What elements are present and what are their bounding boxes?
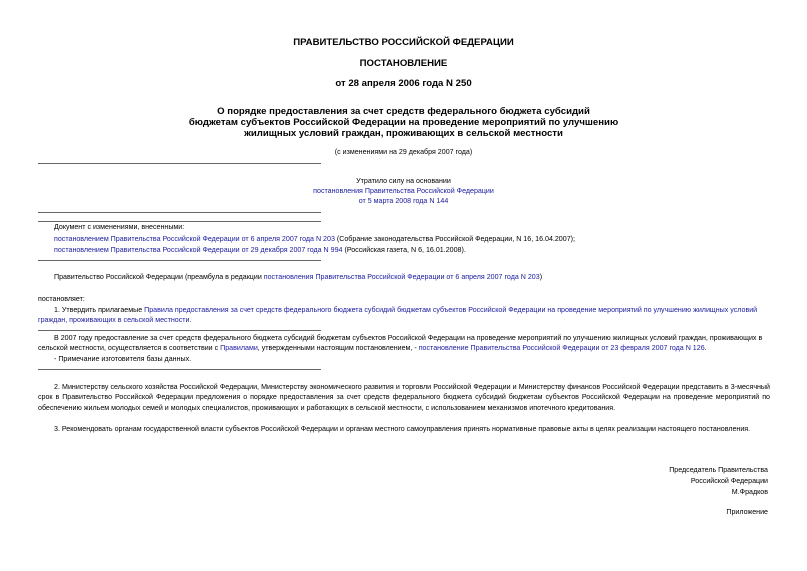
- paragraph-2007-end: .: [704, 344, 707, 353]
- date-number: от 28 апреля 2006 года N 250: [335, 78, 472, 89]
- changes-item-2-link[interactable]: постановлением Правительства Российской Федерации от 29 декабря 2007 года N 994: [54, 246, 343, 254]
- paragraph-1-end: .: [189, 316, 192, 325]
- changes-item-2: [54, 245, 466, 255]
- government-heading: ПРАВИТЕЛЬСТВО РОССИЙСКОЙ ФЕДЕРАЦИИ: [293, 37, 514, 48]
- paragraph-3: 3. Рекомендовать органам государственной власти субъектов Российской Федерации и органам местного самоуправления принять нормативные правовые акты в целях реализации настоящего постановления.: [54, 425, 751, 433]
- divider: [38, 163, 321, 164]
- title-line-2: бюджетам субъектов Российской Федерации на проведение мероприятий по улучшению: [188, 117, 619, 128]
- changes-intro: Документ с изменениями, внесенными:: [54, 223, 185, 231]
- lost-force-text: Утратило силу на основании: [356, 177, 451, 185]
- signature-title-2: Российской Федерации: [690, 477, 768, 485]
- divider: [38, 212, 321, 213]
- rules-link-2[interactable]: Правилами: [220, 344, 258, 353]
- divider: [38, 369, 321, 370]
- lost-force-link[interactable]: [0, 186, 807, 196]
- paragraph-1-start: 1. Утвердить прилагаемые: [54, 306, 145, 314]
- lost-force-link-line1[interactable]: постановления Правительства Российской Федерации: [313, 187, 494, 195]
- lost-force-link-line2[interactable]: от 5 марта 2008 года N 144: [358, 197, 449, 205]
- rules-link[interactable]: Правила предоставления за счет средств федерального бюджета субсидий бюджетам субъектов Российской Федерации на проведение мероприятий по улучшению жилищных условий граждан, проживающих в сельской местности: [38, 306, 758, 325]
- title-line-3: жилищных условий граждан, проживающих в сельской местности: [244, 128, 563, 139]
- document-type: ПОСТАНОВЛЕНИЕ: [359, 58, 448, 69]
- resolves-text: постановляет:: [38, 295, 85, 303]
- signature-block: [468, 465, 768, 498]
- paragraph-2007-text: В 2007 году предоставление за счет средств федерального бюджета субсидий бюджетам субъектов Российской Федерации на проведение мероприятий по улучшению жилищных условий граждан, проживающих в сельской местности, осуществляется в соответствии с: [38, 334, 763, 353]
- appendix-label: Приложение: [726, 508, 768, 516]
- lost-force-link-2[interactable]: [0, 196, 807, 206]
- paragraph-1: [38, 305, 770, 326]
- preamble: [54, 272, 542, 282]
- signature-name: М.Фрадков: [731, 488, 768, 496]
- divider: [38, 330, 321, 331]
- preamble-link[interactable]: постановления Правительства Российской Федерации от 6 апреля 2007 года N 203: [263, 273, 540, 281]
- db-note: - Примечание изготовителя базы данных.: [54, 355, 192, 363]
- signature-title-1: Председатель Правительства: [669, 466, 768, 474]
- decree-126-link[interactable]: постановление Правительства Российской Федерации от 23 февраля 2007 года N 126: [418, 344, 705, 353]
- changes-item-1-link[interactable]: постановлением Правительства Российской Федерации от 6 апреля 2007 года N 203: [54, 235, 335, 243]
- divider: [38, 260, 321, 261]
- amendments-note: (с изменениями на 29 декабря 2007 года): [334, 148, 473, 156]
- paragraph-2007: [38, 333, 770, 354]
- changes-item-1-rest: (Собрание законодательства Российской Федерации, N 16, 16.04.2007);: [334, 235, 575, 243]
- paragraph-2: 2. Министерству сельского хозяйства Российской Федерации, Министерству экономического развития и торговли Российской Федерации и Министерству финансов Российской Федерации представить в 3-месячный срок в Правительство Российской Федерации предложения о порядке предоставления за счет средств федерального бюджета субсидий бюджетам субъектов Российской Федерации на проведение мероприятий по обеспечению жильем молодых семей и молодых специалистов, проживающих и работающих в сельской местности, с использованием механизмов ипотечного кредитования.: [38, 383, 770, 412]
- changes-item-1: [54, 234, 575, 244]
- preamble-text: Правительство Российской Федерации (преамбула в редакции: [54, 273, 264, 281]
- preamble-close: ): [539, 273, 543, 281]
- changes-item-2-rest: (Российская газета, N 6, 16.01.2008).: [342, 246, 466, 254]
- title-line-1: О порядке предоставления за счет средств федерального бюджета субсидий: [217, 106, 590, 117]
- paragraph-2007-mid: , утвержденными настоящим постановлением, -: [257, 344, 419, 353]
